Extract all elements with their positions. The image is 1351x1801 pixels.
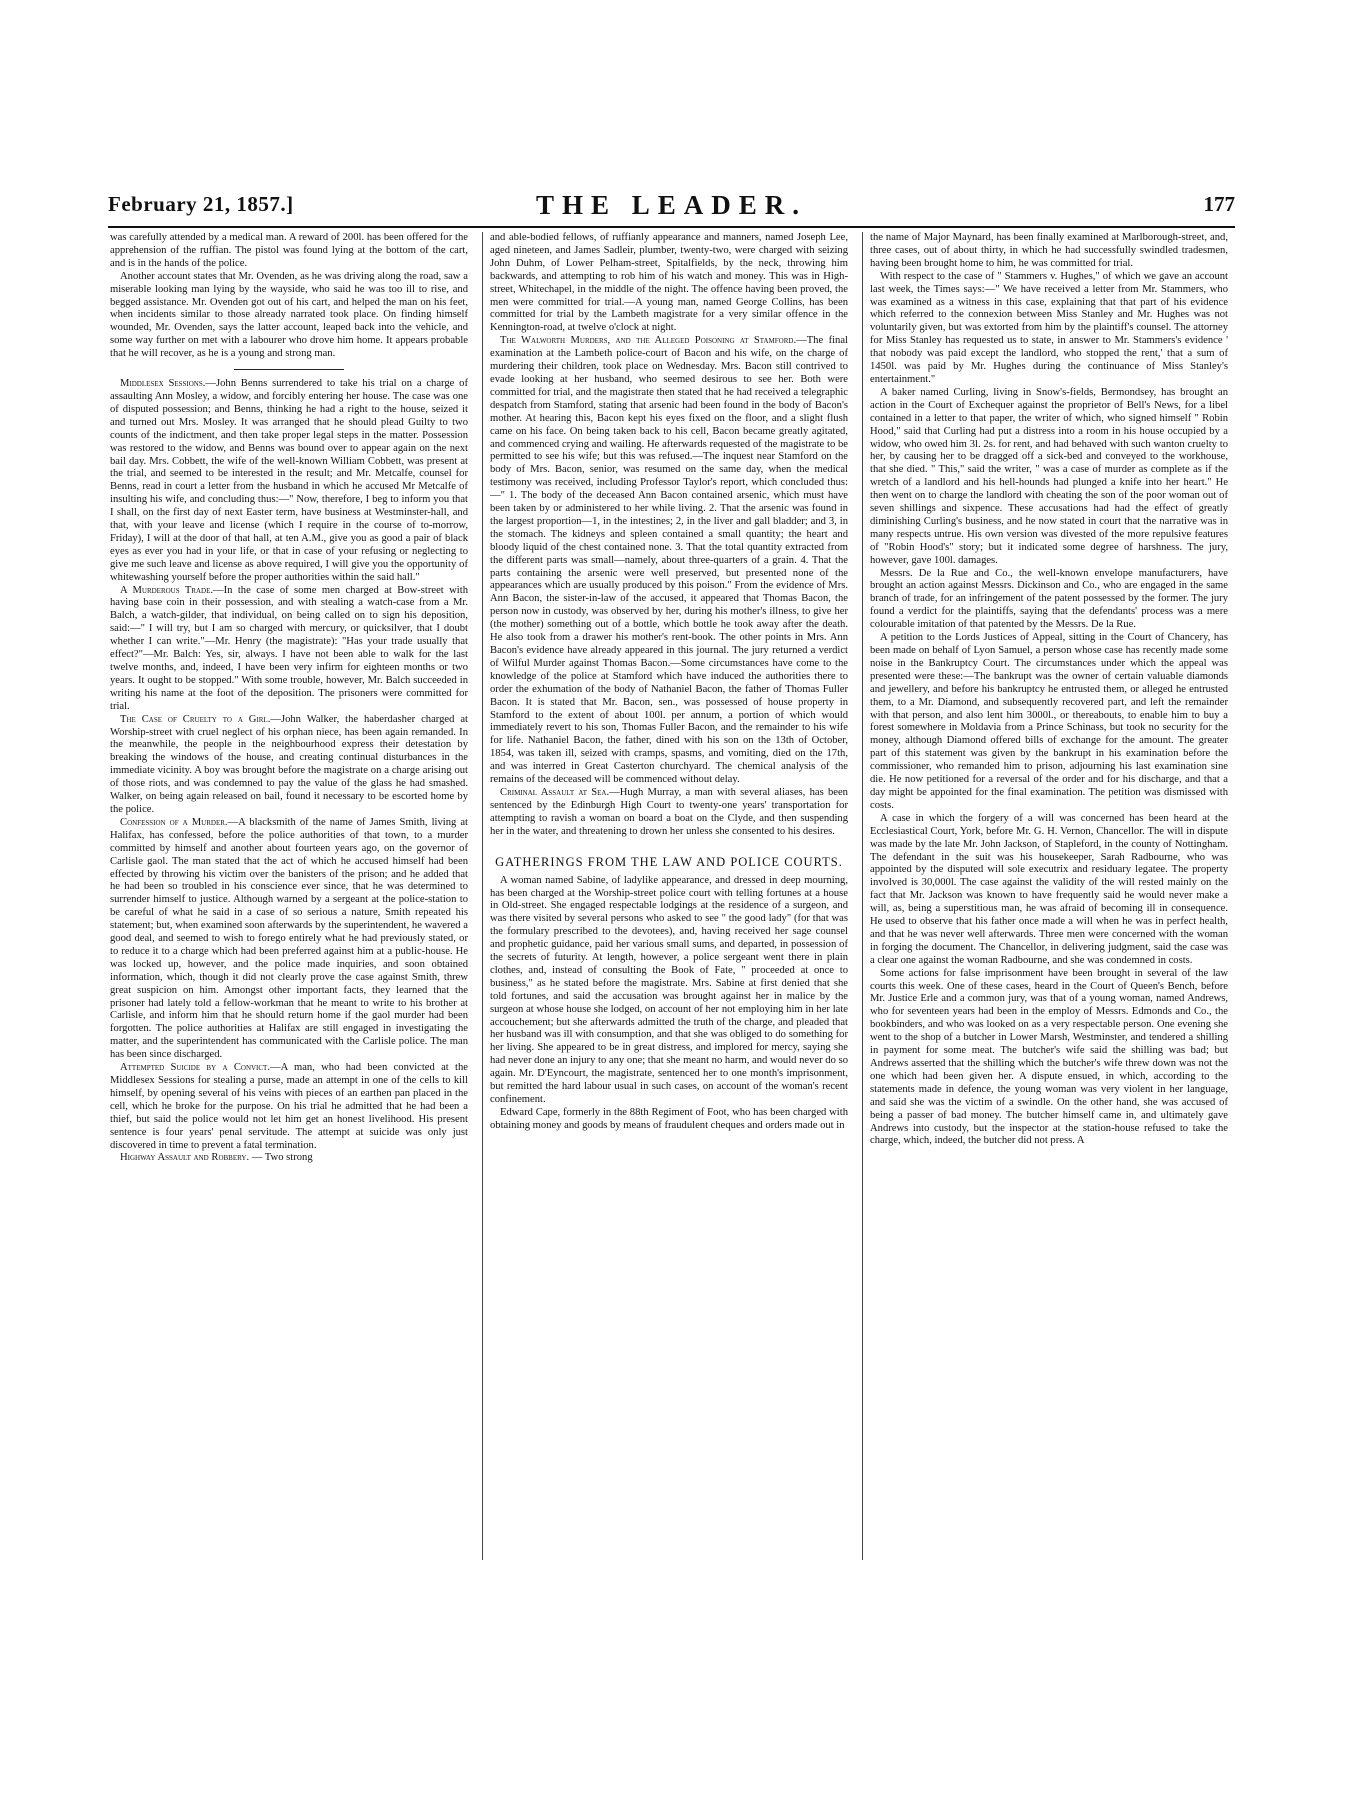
article-lead: Attempted Suicide by a Convict. bbox=[120, 1062, 270, 1074]
article-lead: Confession of a Murder. bbox=[120, 816, 228, 828]
column-divider bbox=[482, 232, 483, 1560]
article-paragraph: A case in which the forgery of a will was concerned has been heard at the Ecclesiastical Court, York, before Mr. G. H. Vernon, Chancellor. The will in dispute was made by the late Mr. John Jackson, of Stapleford, in the county of Nottingham. The defendant in the suit was his housekeeper, Sarah Radbourne, who was appointed by the disputed will sole executrix and residuary legatee. The property involved is 30,000l. The case against the validity of the will rested mainly on the fact that Mr. Jackson was known to have frequently said he would never make a will, as, being a superstitious man, he was afraid of becoming ill in consequence. He used to observe that his father once made a will when he was in perfect health, and that he was never well afterwards. Three men were concerned with the woman in forging the document. The Chancellor, in delivering judgment, said the case was a clear one against the woman Radbourne, and she was condemned in costs. bbox=[870, 812, 1228, 966]
header-rule bbox=[108, 226, 1235, 228]
article-paragraph: Edward Cape, formerly in the 88th Regiment of Foot, who has been charged with obtaining money and goods by means of fraudulent cheques and orders made out in bbox=[490, 1106, 848, 1131]
article-paragraph: Some actions for false imprisonment have been brought in several of the law courts this week. One of these cases, heard in the Court of Queen's Bench, before Mr. Justice Erle and a common jury, was that of a young woman, named Andrews, who for seventeen years had been in the employ of Messrs. Edmonds and Co., the bookbinders, and who was looked on as a very respectable person. One evening she went to the shop of a butcher in Lower Marsh, Westminster, and tendered a shilling in payment for some meat. The butcher's wife said the shilling was bad; but Andrews asserted that the shilling which the butcher's wife threw down was not the one which had been given her. A dispute ensued, in which, according to the statements made in defence, the young woman was very violent in her language, and said she was the victim of a swindle. On the other hand, she was accused of being a passer of bad money. The butcher himself came in, and ultimately gave Andrews into custody, but the inspector at the station-house refused to take the charge, which, indeed, the butcher did not press. A bbox=[870, 967, 1228, 1147]
issue-date: February 21, 1857.] bbox=[108, 192, 294, 216]
article-lead: The Walworth Murders, and the Alleged Poisoning at Stamford. bbox=[500, 335, 797, 347]
article-paragraph: A woman named Sabine, of ladylike appearance, and dressed in deep mourning, has been charged at the Worship-street police court with telling fortunes at a house in Old-street. She engaged respectable lodgings at the residence of a surgeon, and was there visited by several persons who asked to see " the good lady" (for that was the formulary prescribed to the devotees), and, having received her sage counsel and prophetic guidance, paid her various small sums, and departed, in possession of the secrets of futurity. At length, however, a police sergeant went there in plain clothes, and, instead of consulting the Book of Fate, " proceeded at once to business," as he stated before the magistrate. Mrs. Sabine at first denied that she told fortunes, and said the accusation was brought against her in malice by the surgeon at whose house she lodged, on account of her not employing him in her late accouchement; but she afterwards admitted the truth of the charge, and pleaded that her husband was ill with consumption, and that she was obliged to do something for her living. She appeared to be in great distress, and implored for mercy, saying she had never done an injury to any one; that she meant no harm, and would never do so again. Mr. D'Eyncourt, the magistrate, sentenced her to one month's imprisonment, but remitted the hard labour usual in such cases, on account of the woman's recent confinement. bbox=[490, 874, 848, 1105]
column-2 bbox=[490, 232, 848, 1562]
article-lead: A Murderous Trade. bbox=[120, 584, 214, 596]
article-lead: Criminal Assault at Sea. bbox=[500, 786, 610, 798]
article-lead: Highway Assault and Robbery. bbox=[120, 1152, 250, 1164]
article-paragraph: The Walworth Murders, and the Alleged Poisoning at Stamford.—The final examination at the Lambeth police-court of Bacon and his wife, on the charge of murdering their children, took place on Wednesday. Mrs. Bacon still contrived to evade looking at her husband, who seemed desirous to see her. Both were committed for trial, and the magistrate then stated that he had received a telegraphic despatch from Stamford, stating that arsenic had been found in the body of Bacon's mother. At hearing this, Bacon kept his eyes fixed on the floor, and a slight flush came on his face. On being taken back to his cell, Bacon became greatly agitated, and commenced crying and wailing. He afterwards requested of the magistrate to be permitted to see his wife; but this was refused.—The inquest near Stamford on the body of Mrs. Bacon, senior, was resumed on the same day, when the medical testimony was received, including Professor Taylor's report, which concluded thus:—" 1. The body of the deceased Ann Bacon contained arsenic, which must have been taken by or administered to her while living. 2. That the arsenic was found in the largest proportion—1, in the intestines; 2, in the liver and gall bladder; and 3, in the stomach. The kidneys and spleen contained a small quantity; the heart and bloody liquid of the chest contained none. 3. That the total quantity extracted from the different parts was small—namely, about three-quarters of a grain. 4. That the parts containing the arsenic were well preserved, but presented none of the appearances which are usually produced by this poison." From the evidence of Mrs. Ann Bacon, the sister-in-law of the accused, it appeared that Thomas Bacon, the person now in custody, was observed by her, during his mother's illness, to give her (the mother) something out of a bottle, which bottle he took away after the death. He also took from a drawer his mother's rent-book. The other points in Mrs. Ann Bacon's evidence have already appeared in this journal. The jury returned a verdict of Wilful Murder against Thomas Bacon.—Some circumstances have come to the knowledge of the police at Stamford which have induced the authorities there to order the exhumation of the body of Nathaniel Bacon, the father of Thomas Fuller Bacon. It is stated that Mr. Bacon, sen., was possessed of house property in Stamford to the extent of about 100l. per annum, a portion of which would immediately revert to his son, Thomas Fuller Bacon, and the remainder to his wife for life. Nathaniel Bacon, the father, dined with his son on the 13th of October, 1854, was taken ill, seized with cramps, spasms, and vomiting, died on the 17th, and was interred in Great Casterton churchyard. The chemical analysis of the remains of the deceased will be commenced without delay. bbox=[490, 335, 848, 786]
column-1 bbox=[110, 232, 468, 1562]
article-paragraph: A baker named Curling, living in Snow's-fields, Bermondsey, has brought an action in the Court of Exchequer against the proprietor of Bell's News, for a libel contained in a letter to that paper, the writer of which, who signed himself " Robin Hood," said that Curling had put a distress into a room in his house occupied by a widow, who owed him 3l. 2s. for rent, and had behaved with such wanton cruelty to her, by causing her to be dragged off a sick-bed and conveyed to the workhouse, that she died. " This," said the writer, " was a case of murder as complete as if the wretch of a landlord and his hell-hounds had plunged a knife into her heart." He then went on to charge the landlord with cheating the son of the poor woman out of seven shillings and sixpence. These accusations had had the effect of greatly diminishing Curling's business, and he now stated in court that the narrative was in many respects untrue. His own version was divested of the more repulsive features of "Robin Hood's" story; but it indicated some degree of harshness. The jury, however, gave 100l. damages. bbox=[870, 386, 1228, 566]
article-paragraph: Confession of a Murder.—A blacksmith of the name of James Smith, living at Halifax, has confessed, before the police authorities of that town, to a murder committed by himself and another about fourteen years ago, on the governor of Carlisle gaol. The man stated that the act of which he accused himself had been effected by throwing his victim over the banisters of the prison; and he added that he had been so troubled in his conscience ever since, that he was determined to surrender himself to justice. Although warned by a sergeant at the police-station to be careful of what he said in a case of so serious a nature, Smith repeated his statement; but, when examined soon afterwards by the superintendent, he wavered a good deal, and seemed to wish to forego entirely what he had previously stated, or to reduce it to a charge which had been preferred against him at a public-house. He was locked up, however, and the police made inquiries, and soon obtained information, which, though it did not clearly prove the case against Smith, threw great suspicion on him. Amongst other important facts, they learned that the prisoner had lately told a fellow-workman that he meant to write to his brother at Carlisle, and inform him that he should return home if the gaol murder had been forgotten. The police authorities at Halifax are still engaged in investigating the matter, and the superintendent has communicated with the Carlisle police. The man has been since discharged. bbox=[110, 816, 468, 1061]
article-paragraph: With respect to the case of " Stammers v. Hughes," of which we gave an account last week, the Times says:—" We have received a letter from Mr. Stammers, who was examined as a witness in this case, explaining that that part of his evidence which referred to the connexion between Miss Stanley and Mr. Hughes was not voluntarily given, but was extorted from him by the plaintiff's counsel. The attorney for Miss Stanley has requested us to state, in answer to Mr. Stammers's evidence ' that nobody was paid except the landlord, who stopped the rent,' that a sum of 1450l. was paid by Mr. Hughes during the continuance of Miss Stanley's entertainment." bbox=[870, 270, 1228, 385]
article-paragraph: Attempted Suicide by a Convict.—A man, who had been convicted at the Middlesex Sessions for stealing a purse, made an attempt in one of the cells to kill himself, by opening several of his veins with pieces of an earthen pan placed in the cell, which he broke for the purpose. On his trial he admitted that he had been a thief, but said the police would not let him get an honest livelihood. His present sentence is four years' penal servitude. The attempt at suicide was only just discovered in time to prevent a fatal termination. bbox=[110, 1062, 468, 1151]
article-paragraph: Criminal Assault at Sea.—Hugh Murray, a man with several aliases, has been sentenced by the Edinburgh High Court to twenty-one years' transportation for attempting to ravish a woman on board a boat on the Clyde, and then suspending her in the water, and threatening to drown her unless she consented to his desires. bbox=[490, 786, 848, 837]
article-paragraph: Messrs. De la Rue and Co., the well-known envelope manufacturers, have brought an action against Messrs. Dickinson and Co., who are engaged in the same branch of trade, for an infringement of the patent possessed by the former. The jury found a verdict for the plaintiffs, saying that the defendants' process was a mere colourable imitation of that patented by the Messrs. De la Rue. bbox=[870, 567, 1228, 631]
page-number: 177 bbox=[1203, 192, 1235, 216]
article-paragraph: Another account states that Mr. Ovenden, as he was driving along the road, saw a miserable looking man lying by the wayside, who said he was too ill to rise, and begged assistance. Mr. Ovenden got out of his cart, and helped the man on his feet, when incidents similar to those already narrated took place. On finding himself wounded, Mr. Ovenden, says the latter account, leaped back into the vehicle, and some way further on met with a labourer who drove him home. It appears probable that he will recover, as he is a young and strong man. bbox=[110, 270, 468, 360]
section-divider bbox=[234, 369, 344, 370]
masthead-title: THE LEADER. bbox=[535, 190, 808, 220]
column-3 bbox=[870, 232, 1228, 1562]
section-heading: GATHERINGS FROM THE LAW AND POLICE COURTS. bbox=[495, 854, 843, 869]
page-header bbox=[108, 190, 1235, 222]
article-paragraph: was carefully attended by a medical man. A reward of 200l. has been offered for the apprehension of the ruffian. The pistol was found lying at the bottom of the cart, and is in the hands of the police. bbox=[110, 232, 468, 269]
article-lead: The Case of Cruelty to a Girl. bbox=[120, 713, 271, 725]
article-paragraph: Highway Assault and Robbery. — Two strong bbox=[120, 1152, 313, 1164]
article-paragraph: A petition to the Lords Justices of Appeal, sitting in the Court of Chancery, has been made on behalf of Lyon Samuel, a person whose case has recently made some noise in the Bankruptcy Court. The circumstances under which the appeal was presented were these:—The bankrupt was the owner of certain valuable diamonds and jewellery, and before his bankruptcy he entrusted them, or alleged he entrusted them, to a Mr. Diamond, and subsequently recovered part, and left the remainder with that person, and also lent him 3000l., or thereabouts, to enable him to buy a forest somewhere in Moldavia from a Prince Schinass, but took no security for the money, although Diamond offered bills of exchange for the amount. The greater part of this statement was given by the bankrupt in his examination before the commissioner, who remanded him to prison, adjourning his last examination sine die. He now petitioned for a reversal of the order and for his discharge, and that a day might be appointed for the final examination. The petition was dismissed with costs. bbox=[870, 632, 1228, 811]
article-paragraph: and able-bodied fellows, of ruffianly appearance and manners, named Joseph Lee, aged nineteen, and James Sadleir, plumber, twenty-two, were charged with seizing John Duhm, of Lower Pelham-street, Spitalfields, by the neck, throwing him backwards, and attempting to rob him of his watch and money. This was in High-street, Whitechapel, in the middle of the night. The offence having been proved, the men were committed for trial.—A young man, named George Collins, has been committed for trial by the Lambeth magistrate for a very similar offence in the Kennington-road, at twelve o'clock at night. bbox=[490, 232, 848, 334]
article-lead: Middlesex Sessions. bbox=[120, 378, 206, 390]
article-paragraph: The Case of Cruelty to a Girl.—John Walker, the haberdasher charged at Worship-street with cruel neglect of his orphan niece, has been again remanded. In the meanwhile, the people in the neighbourhood express their detestation by breaking the windows of the house, and creating continual disturbances in the immediate vicinity. A boy was brought before the magistrate on a charge arising out of those riots, and was condemned to pay the value of the glass he had smashed. Walker, on being again released on bail, found it necessary to be escorted home by the police. bbox=[110, 713, 468, 815]
article-paragraph: A Murderous Trade.—In the case of some men charged at Bow-street with having base coin in their possession, and with stealing a watch-case from a Mr. Balch, a watch-gilder, that individual, on being called on to sign his deposition, said:—" I will try, but I am so charged with mercury, or quicksilver, that I doubt whether I can write."—Mr. Henry (the magistrate): "Has your trade usually that effect?"—Mr. Balch: Yes, sir, always. I have not been able to walk for the last twelve months, and, indeed, I have been very infirm for eighteen months or two years. It ought to be stopped." With some trouble, however, Mr. Balch succeeded in writing his name at the foot of the deposition. The prisoners were committed for trial. bbox=[110, 584, 468, 712]
article-paragraph: the name of Major Maynard, has been finally examined at Marlborough-street, and, three cases, out of about thirty, in which he had successfully swindled tradesmen, having been brought home to him, he was committed for trial. bbox=[870, 232, 1228, 269]
column-divider bbox=[862, 232, 863, 1560]
article-paragraph: Middlesex Sessions.—John Benns surrendered to take his trial on a charge of assaulting Ann Mosley, a widow, and forcibly entering her house. The case was one of disputed possession; and Benns, thinking he had a right to the house, seized it and turned out Mrs. Mosley. It was arranged that he should plead Guilty to two counts of the indictment, and then take proper legal steps in the matter. Possession was restored to the widow, and Benns was bound over to appear again on the next bail day. Mrs. Cobbett, the wife of the well-known William Cobbett, was present at the trial, and seemed to be interested in the result; and Mr. Metcalfe, counsel for Benns, read in court a letter from the husband in which he accused Mr Metcalfe of insulting his wife, and concluding thus:—" Now, therefore, I beg to inform you that I shall, on the first day of next Easter term, have business at Westminster-hall, and that, with your leave and license (which I require in the course of to-morrow, Friday), I will at the door of that hall, at ten A.M., give you as good a pair of black eyes as ever you had in your life, or that in case of your refusing or neglecting to give me such leave and license as above required, I will give you the opportunity of whitewashing yourself before the proper authorities within the said hall." bbox=[110, 378, 468, 583]
